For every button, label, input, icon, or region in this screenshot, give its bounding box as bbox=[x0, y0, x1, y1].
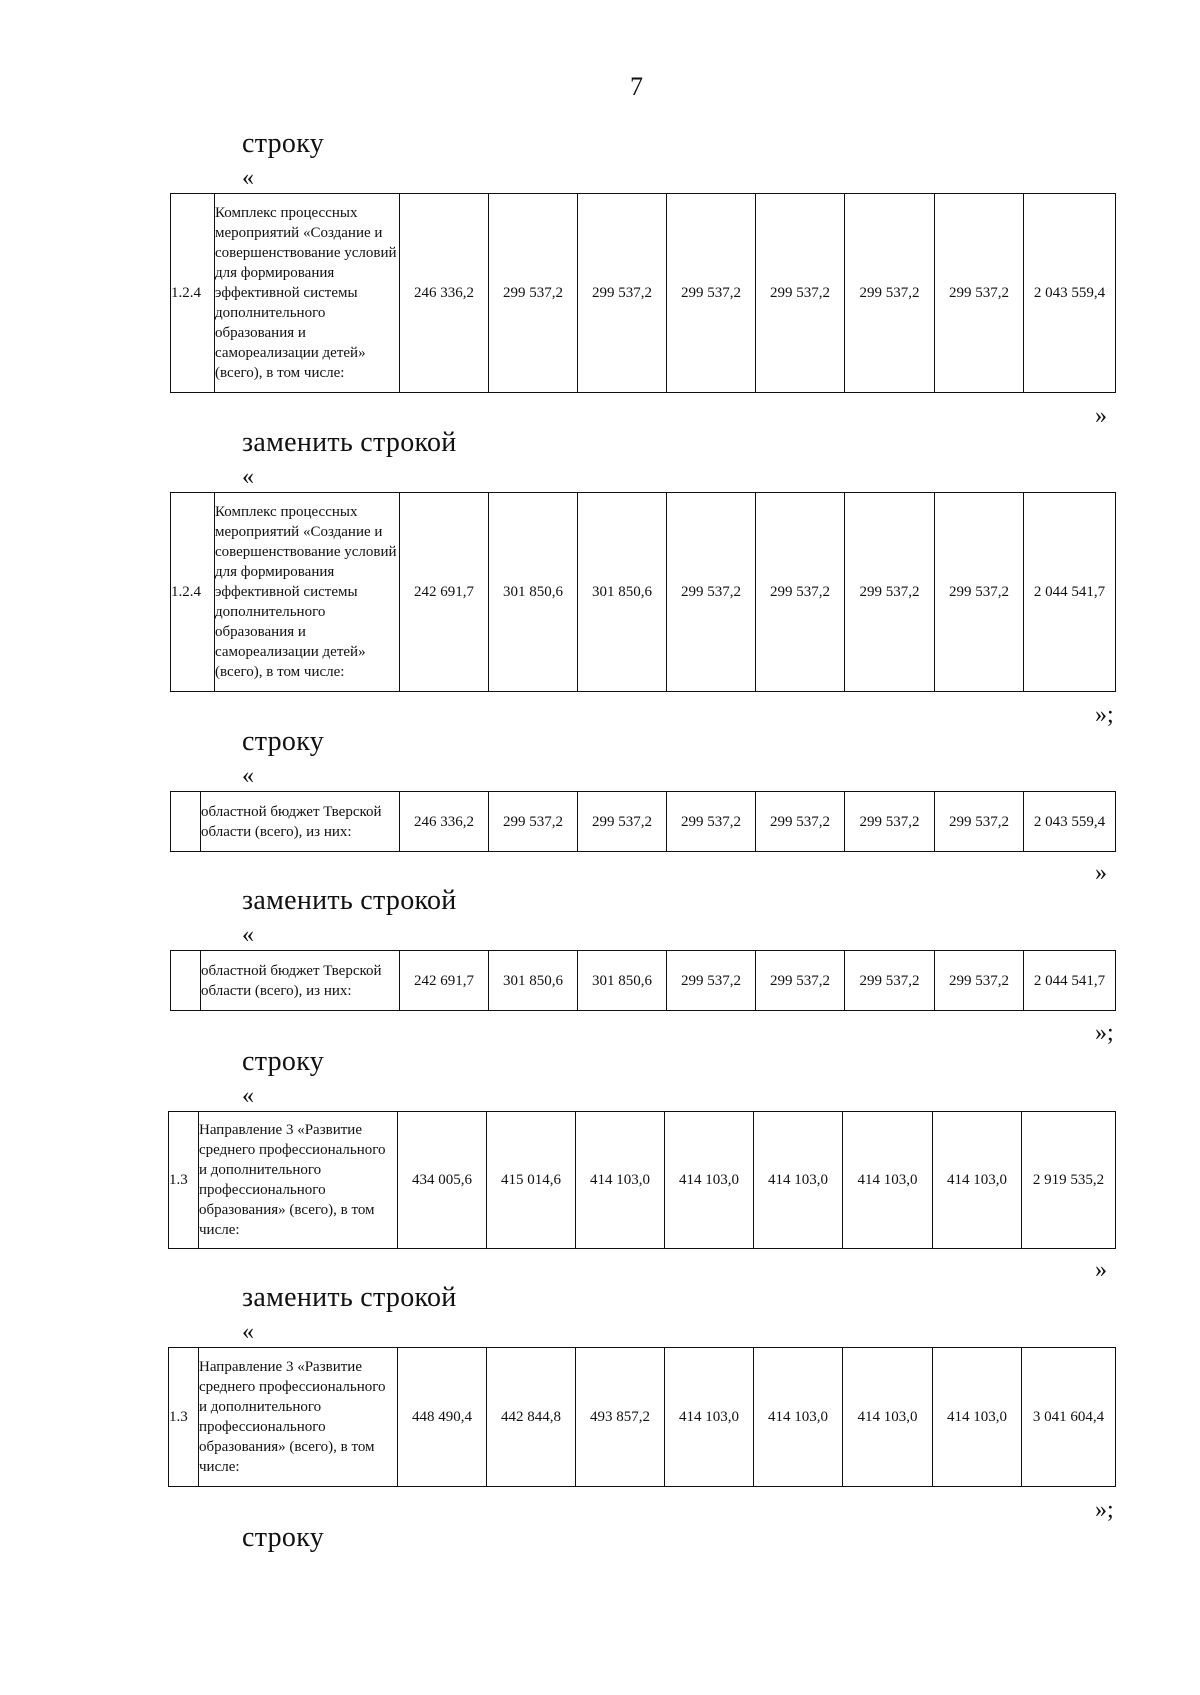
value-cell: 242 691,7 bbox=[400, 951, 489, 1011]
value-cell: 299 537,2 bbox=[489, 194, 578, 393]
value-cell: 2 044 541,7 bbox=[1024, 493, 1116, 692]
value-cell: 299 537,2 bbox=[667, 792, 756, 852]
value-cell: 246 336,2 bbox=[400, 792, 489, 852]
table-row bbox=[171, 493, 1116, 692]
opening-quote: « bbox=[242, 763, 254, 789]
value-cell: 414 103,0 bbox=[933, 1112, 1022, 1249]
table-row bbox=[169, 1112, 1116, 1249]
value-cell: 299 537,2 bbox=[756, 493, 845, 692]
row-number: 1.2.4 bbox=[171, 493, 215, 692]
value-cell: 414 103,0 bbox=[843, 1348, 933, 1487]
value-cell: 415 014,6 bbox=[487, 1112, 576, 1249]
value-cell: 299 537,2 bbox=[489, 792, 578, 852]
instruction-text: строку bbox=[242, 1046, 325, 1077]
page-number: 7 bbox=[630, 72, 643, 101]
closing-quote: » bbox=[1095, 1257, 1107, 1283]
value-cell: 2 919 535,2 bbox=[1022, 1112, 1116, 1249]
value-cell: 2 043 559,4 bbox=[1024, 194, 1116, 393]
row-description: Комплекс процессных мероприятий «Создание и совершенствование условий для формирования эффективной системы дополнительного образования и самореализации детей» (всего), в том числе: bbox=[215, 194, 400, 393]
value-cell: 442 844,8 bbox=[487, 1348, 576, 1487]
opening-quote: « bbox=[242, 464, 254, 490]
closing-quote: »; bbox=[1095, 1020, 1114, 1046]
value-cell: 299 537,2 bbox=[935, 493, 1024, 692]
value-cell: 299 537,2 bbox=[667, 194, 756, 393]
amendment-table bbox=[170, 492, 1116, 692]
closing-quote: » bbox=[1095, 403, 1107, 429]
value-cell: 299 537,2 bbox=[845, 493, 935, 692]
value-cell: 301 850,6 bbox=[578, 951, 667, 1011]
row-description: областной бюджет Тверской области (всего), из них: bbox=[201, 951, 400, 1011]
value-cell: 301 850,6 bbox=[578, 493, 667, 692]
value-cell: 299 537,2 bbox=[578, 194, 667, 393]
row-description: Направление 3 «Развитие среднего профессионального и дополнительного профессионального образования» (всего), в том числе: bbox=[199, 1348, 398, 1487]
value-cell: 299 537,2 bbox=[756, 194, 845, 393]
row-number: 1.3 bbox=[169, 1112, 199, 1249]
opening-quote: « bbox=[242, 1319, 254, 1345]
table-row bbox=[169, 1348, 1116, 1487]
row-description: Комплекс процессных мероприятий «Создание и совершенствование условий для формирования эффективной системы дополнительного образования и самореализации детей» (всего), в том числе: bbox=[215, 493, 400, 692]
opening-quote: « bbox=[242, 1083, 254, 1109]
value-cell: 414 103,0 bbox=[665, 1112, 754, 1249]
value-cell: 448 490,4 bbox=[398, 1348, 487, 1487]
value-cell: 414 103,0 bbox=[933, 1348, 1022, 1487]
amendment-table bbox=[168, 1111, 1116, 1249]
value-cell: 3 041 604,4 bbox=[1022, 1348, 1116, 1487]
instruction-text: строку bbox=[242, 1522, 325, 1553]
value-cell: 299 537,2 bbox=[756, 792, 845, 852]
value-cell: 414 103,0 bbox=[754, 1348, 843, 1487]
value-cell: 299 537,2 bbox=[845, 951, 935, 1011]
amendment-table bbox=[170, 193, 1116, 393]
value-cell: 2 044 541,7 bbox=[1024, 951, 1116, 1011]
value-cell: 2 043 559,4 bbox=[1024, 792, 1116, 852]
value-cell: 434 005,6 bbox=[398, 1112, 487, 1249]
closing-quote: »; bbox=[1095, 702, 1114, 728]
opening-quote: « bbox=[242, 922, 254, 948]
amendment-table bbox=[170, 791, 1116, 852]
row-number: 1.2.4 bbox=[171, 194, 215, 393]
value-cell: 414 103,0 bbox=[576, 1112, 665, 1249]
table-row bbox=[171, 792, 1116, 852]
instruction-text: заменить строкой bbox=[242, 1282, 457, 1313]
value-cell: 299 537,2 bbox=[935, 951, 1024, 1011]
closing-quote: » bbox=[1095, 860, 1107, 886]
value-cell: 299 537,2 bbox=[845, 792, 935, 852]
row-number bbox=[171, 792, 201, 852]
value-cell: 301 850,6 bbox=[489, 493, 578, 692]
value-cell: 414 103,0 bbox=[843, 1112, 933, 1249]
value-cell: 299 537,2 bbox=[756, 951, 845, 1011]
row-description: Направление 3 «Развитие среднего профессионального и дополнительного профессионального образования» (всего), в том числе: bbox=[199, 1112, 398, 1249]
value-cell: 299 537,2 bbox=[667, 951, 756, 1011]
table-row bbox=[171, 951, 1116, 1011]
instruction-text: строку bbox=[242, 128, 325, 159]
row-description: областной бюджет Тверской области (всего), из них: bbox=[201, 792, 400, 852]
value-cell: 299 537,2 bbox=[578, 792, 667, 852]
closing-quote: »; bbox=[1095, 1497, 1114, 1523]
value-cell: 493 857,2 bbox=[576, 1348, 665, 1487]
table-row bbox=[171, 194, 1116, 393]
value-cell: 299 537,2 bbox=[667, 493, 756, 692]
value-cell: 299 537,2 bbox=[845, 194, 935, 393]
instruction-text: заменить строкой bbox=[242, 427, 457, 458]
value-cell: 414 103,0 bbox=[754, 1112, 843, 1249]
amendment-table bbox=[170, 950, 1116, 1011]
value-cell: 299 537,2 bbox=[935, 792, 1024, 852]
row-number bbox=[171, 951, 201, 1011]
value-cell: 301 850,6 bbox=[489, 951, 578, 1011]
value-cell: 414 103,0 bbox=[665, 1348, 754, 1487]
amendment-table bbox=[168, 1347, 1116, 1487]
opening-quote: « bbox=[242, 165, 254, 191]
value-cell: 299 537,2 bbox=[935, 194, 1024, 393]
instruction-text: строку bbox=[242, 726, 325, 757]
row-number: 1.3 bbox=[169, 1348, 199, 1487]
value-cell: 242 691,7 bbox=[400, 493, 489, 692]
instruction-text: заменить строкой bbox=[242, 885, 457, 916]
value-cell: 246 336,2 bbox=[400, 194, 489, 393]
